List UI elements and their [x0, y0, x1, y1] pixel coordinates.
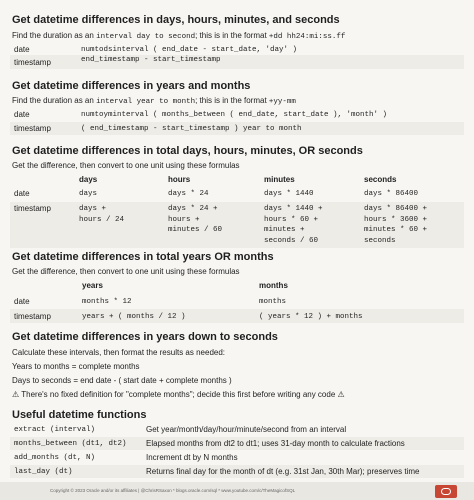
code-cell: ( end_timestamp - start_timestamp ) year to month	[81, 125, 302, 133]
row-label: date	[14, 110, 30, 119]
oracle-logo-icon	[435, 485, 457, 498]
code-cell: numtodsinterval ( end_date - start_date, 'day' )	[81, 46, 298, 54]
section-title-years-to-seconds: Get datetime differences in years down to seconds	[12, 331, 278, 343]
section-title-useful-functions: Useful datetime functions	[12, 409, 147, 421]
formula-cell: years + ( months / 12 )	[82, 313, 186, 321]
row-label: date	[14, 189, 30, 198]
section-desc-total-units: Get the difference, then convert to one unit using these formulas	[12, 161, 240, 170]
column-header: seconds	[364, 175, 397, 184]
function-desc: Get year/month/day/hour/minute/second from an interval	[146, 425, 347, 434]
section-title-days-hours: Get datetime differences in days, hours, minutes, and seconds	[12, 14, 340, 26]
column-header: years	[82, 281, 103, 290]
column-header: hours	[168, 175, 191, 184]
instruction-line: Calculate these intervals, then format the results as needed:	[12, 348, 226, 357]
function-desc: Elapsed months from dt2 to dt1; uses 31-day month to calculate fractions	[146, 439, 405, 448]
function-desc: Increment dt by N months	[146, 453, 238, 462]
row-label: timestamp	[14, 204, 51, 213]
row-label: timestamp	[14, 312, 51, 321]
function-name: months_between (dt1, dt2)	[14, 440, 127, 448]
formula-cell: days * 24	[168, 190, 209, 198]
function-desc: Returns final day for the month of dt (e.g. 31st Jan, 30th Mar); preserves time	[146, 467, 420, 476]
section-desc-days-hours: Find the duration as an interval day to second; this is in the format +dd hh24:mi:ss.ff	[12, 31, 346, 41]
formula-cell: days + hours / 24	[79, 205, 125, 224]
column-header: days	[79, 175, 98, 184]
row-label: date	[14, 297, 30, 306]
instruction-line: Days to seconds = end date - ( start date + complete months )	[12, 376, 232, 385]
column-header: months	[259, 281, 288, 290]
warning-line: ⚠ There's no fixed definition for "complete months"; decide this first before writing any code ⚠	[12, 390, 345, 399]
row-label: date	[14, 45, 30, 54]
copyright-text: Copyright © 2023 Oracle and/or its affiliates | @ChrisRSaxon * blogs.oracle.com/sql * www.youtube.com/c/TheMagicofSQL	[50, 488, 296, 493]
formula-cell: days	[79, 190, 98, 198]
formula-cell: months	[259, 298, 287, 306]
function-name: extract (interval)	[14, 426, 96, 434]
section-title-total-units: Get datetime differences in total days, hours, minutes, OR seconds	[12, 145, 363, 157]
formula-cell: days * 86400	[364, 190, 419, 198]
row-stripe	[10, 309, 464, 323]
column-header: minutes	[264, 175, 295, 184]
section-title-total-years-months: Get datetime differences in total years OR months	[12, 251, 274, 263]
section-title-years-months: Get datetime differences in years and months	[12, 80, 251, 92]
section-desc-years-months: Find the duration as an interval year to month; this is in the format +yy-mm	[12, 96, 296, 106]
code-cell: end_timestamp - start_timestamp	[81, 56, 221, 64]
row-stripe	[10, 55, 464, 69]
formula-cell: days * 86400 + hours * 3600 + minutes * 60 + seconds	[364, 205, 428, 245]
row-label: timestamp	[14, 58, 51, 67]
instruction-line: Years to months = complete months	[12, 362, 140, 371]
code-cell: numtoyminterval ( months_between ( end_date, start_date ), 'month' )	[81, 111, 388, 119]
formula-cell: days * 24 + hours + minutes / 60	[168, 205, 223, 234]
function-name: last_day (dt)	[14, 468, 73, 476]
formula-cell: days * 1440	[264, 190, 314, 198]
row-label: timestamp	[14, 124, 51, 133]
section-desc-total-years-months: Get the difference, then convert to one unit using these formulas	[12, 267, 240, 276]
function-name: add_months (dt, N)	[14, 454, 96, 462]
formula-cell: days * 1440 + hours * 60 + minutes + seconds / 60	[264, 205, 323, 245]
formula-cell: months * 12	[82, 298, 132, 306]
formula-cell: ( years * 12 ) + months	[259, 313, 363, 321]
